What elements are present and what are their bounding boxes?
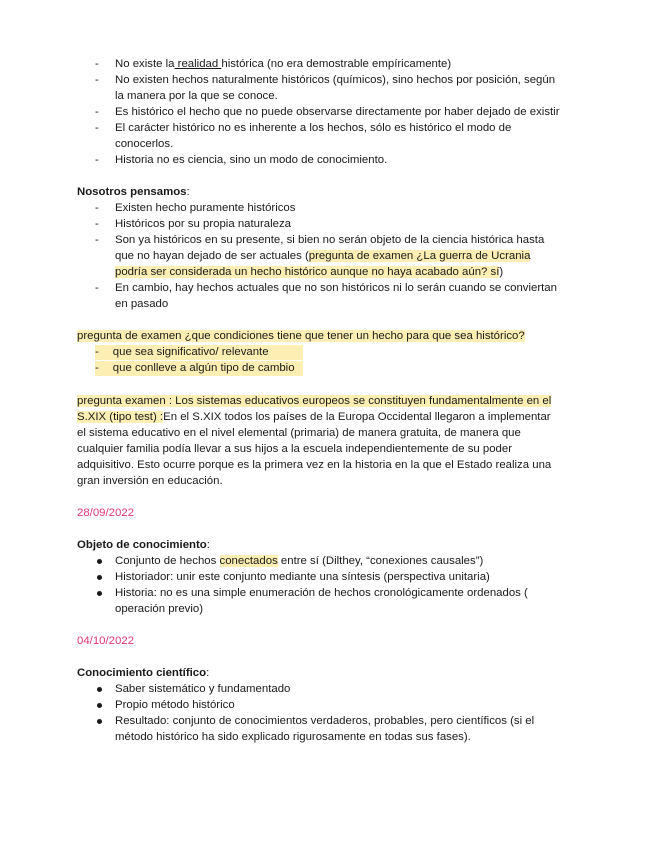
list-item-line: No existen hechos naturalmente históricos (químicos), sino hechos por posición, según — [115, 74, 556, 86]
list-dash: - — [95, 154, 99, 166]
list-dash: - — [95, 282, 99, 294]
paragraph-line — [77, 410, 551, 425]
paragraph-line: el sistema educativo en el nivel elemental (primaria) de manera gratuita, de manera que — [77, 427, 521, 439]
list-dash: - — [95, 202, 99, 214]
list-item-line: Propio método histórico — [115, 699, 235, 711]
list-item-text: histórica (no era demostrable empíricamente) — [221, 58, 452, 70]
list-item-text: que no hayan dejado de ser actuales ( — [115, 250, 309, 262]
list-dash: - — [95, 106, 99, 118]
paragraph-line — [77, 394, 551, 409]
highlighted-question-title — [77, 329, 525, 344]
section-heading — [77, 538, 210, 553]
underlined-word: realidad — [174, 58, 222, 70]
heading-text: Conocimiento científico — [77, 667, 207, 679]
list-item-text: que sea significativo/ relevante — [112, 346, 269, 358]
list-item-line: operación previo) — [115, 603, 204, 615]
highlight-bar — [95, 345, 303, 360]
list-item — [115, 57, 451, 72]
list-dash: - — [95, 234, 99, 246]
list-item-text: que conlleve a algún tipo de cambio — [112, 362, 295, 374]
date-heading: 04/10/2022 — [77, 635, 135, 647]
list-dash: - — [95, 122, 99, 134]
list-dash: - — [95, 346, 99, 358]
list-item-line: Resultado: conjunto de conocimientos verdaderos, probables, pero científicos (si el — [115, 715, 535, 727]
date-heading: 28/09/2022 — [77, 507, 135, 519]
list-dash: - — [95, 362, 99, 374]
list-item-line: la manera por la que se conoce. — [115, 90, 278, 102]
list-item-line: método histórico ha sido explicado rigurosamente en todas sus fases). — [115, 731, 471, 743]
list-item-text: entre sí (Dilthey, “conexiones causales”) — [277, 555, 484, 567]
list-item-line: Saber sistemático y fundamentado — [115, 683, 291, 695]
paragraph-line: cualquier familia podía llevar a sus hijos a la escuela independientemente de su poder — [77, 443, 513, 455]
heading-text: Nosotros pensamos — [77, 186, 187, 198]
bullet-dot — [97, 575, 102, 580]
heading-text: Objeto de conocimiento — [77, 539, 207, 551]
highlighted-question: podría ser considerada un hecho histórico aunque no haya acabado aún? sí — [115, 266, 500, 278]
list-item-line: El carácter histórico no es inherente a los hechos, sólo es histórico el modo de — [115, 122, 512, 134]
list-item-line — [115, 249, 530, 264]
list-item-line — [115, 554, 483, 569]
section-heading — [77, 185, 190, 200]
bullet-dot — [97, 719, 102, 724]
list-item-text: ) — [499, 266, 504, 278]
list-item-line: Históricos por su propia naturaleza — [115, 218, 292, 230]
list-item-line: conocerlos. — [115, 138, 174, 150]
list-item-line: Historiador: unir este conjunto mediante una síntesis (perspectiva unitaria) — [115, 571, 490, 583]
list-dash: - — [95, 74, 99, 86]
list-item-line: Es histórico el hecho que no puede observarse directamente por haber dejado de existir — [115, 106, 560, 118]
highlighted-question: pregunta de examen ¿La guerra de Ucrania — [308, 250, 531, 262]
highlighted-word: conectados — [219, 555, 278, 567]
paragraph-line: gran inversión en educación. — [77, 475, 223, 487]
section-heading — [77, 666, 209, 681]
highlighted-question: pregunta de examen ¿que condiciones tiene que tener un hecho para que sea histórico? — [77, 330, 525, 342]
bullet-dot — [97, 703, 102, 708]
bullet-dot — [97, 591, 102, 596]
list-item-line: en pasado — [115, 298, 169, 310]
bullet-dot — [97, 559, 102, 564]
list-item-line: Existen hecho puramente históricos — [115, 202, 296, 214]
highlight-bar — [95, 361, 303, 376]
list-item-text: No existe la — [115, 58, 175, 70]
list-item-line: En cambio, hay hechos actuales que no son históricos ni lo serán cuando se conviertan — [115, 282, 557, 294]
list-item-line — [115, 265, 503, 280]
list-dash: - — [95, 218, 99, 230]
paragraph-line: adquisitivo. Esto ocurre porque es la primera vez en la historia en la que el Estado realiza una — [77, 459, 552, 471]
highlighted-question: S.XIX (tipo test) : — [77, 411, 164, 423]
bullet-dot — [97, 687, 102, 692]
highlighted-list-item — [95, 361, 303, 376]
list-item-line: Historia: no es una simple enumeración de hechos cronológicamente ordenados ( — [115, 587, 528, 599]
heading-colon: : — [206, 667, 210, 679]
list-item-text: Conjunto de hechos — [115, 555, 220, 567]
paragraph-text: En el S.XIX todos los países de la Europa Occidental llegaron a implementar — [163, 411, 551, 423]
highlighted-list-item — [95, 345, 303, 360]
list-item-line: Son ya históricos en su presente, si bien no serán objeto de la ciencia histórica hasta — [115, 234, 545, 246]
list-item-line: Historia no es ciencia, sino un modo de conocimiento. — [115, 154, 388, 166]
heading-colon: : — [186, 186, 190, 198]
list-dash: - — [95, 58, 99, 70]
heading-colon: : — [206, 539, 210, 551]
highlighted-question: pregunta examen : Los sistemas educativos europeos se constituyen fundamentalmente en el — [77, 395, 552, 407]
